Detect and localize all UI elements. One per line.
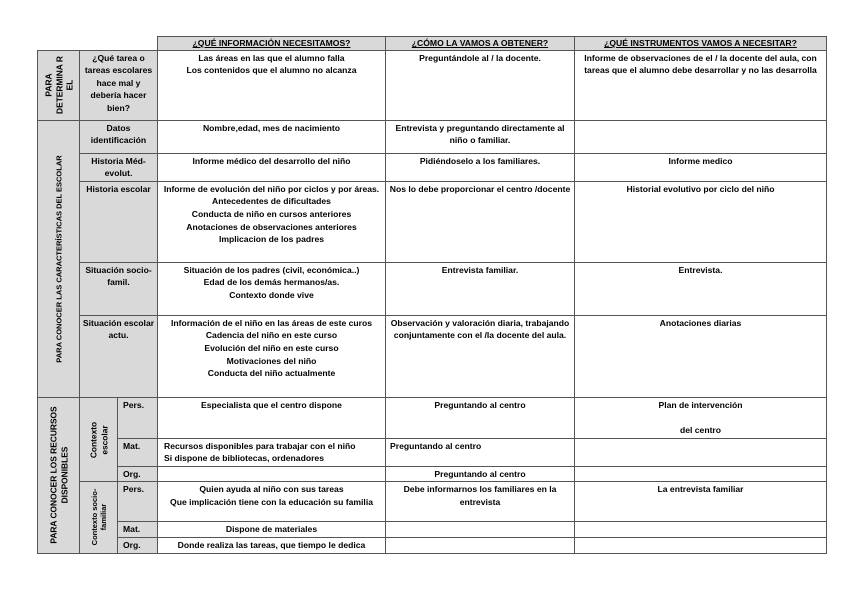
cell-how (386, 50, 575, 120)
group-contexto-socio-label: Contexto socio-familiar (89, 489, 108, 546)
cell-line: Observación y valoración diaria, trabajando conjuntamente con el /la docente del aula. (390, 317, 570, 341)
row-label-historia-esc: Historia escolar (80, 181, 158, 262)
cell-info (158, 120, 386, 153)
cell-line: Nombre,edad, mes de nacimiento (202, 122, 341, 133)
header-tools: ¿QUÉ INSTRUMENTOS VAMOS A NECESITAR? (575, 37, 827, 51)
cell-info (158, 466, 386, 482)
sub-label: Pers. (118, 482, 158, 522)
cell-line: Contexto donde vive (229, 289, 314, 300)
cell-info (158, 397, 386, 438)
row-soc-org (38, 537, 827, 553)
row-historia-esc (38, 181, 827, 262)
row-esc-pers (38, 397, 827, 438)
cell-line: Anotaciones de observaciones anteriores (186, 221, 357, 232)
cell-line: Las áreas en las que el alumno falla (198, 52, 345, 63)
cell-line: Pidiéndoselo a los familiares. (419, 155, 541, 166)
sub-label: Mat. (118, 522, 158, 538)
group-contexto-escolar-label: Contexto escolar (88, 421, 109, 458)
cell-info (158, 315, 386, 397)
row-historia-med (38, 153, 827, 181)
cell-how (386, 153, 575, 181)
row-label-tarea: ¿Qué tarea o tareas escolares hace mal y debería hacer bien? (80, 50, 158, 120)
section-recursos-label: PARA CONOCER LOS RECURSOS DISPONIBLES (48, 406, 69, 544)
cell-line: del centro (679, 424, 722, 435)
cell-tools (575, 120, 827, 153)
cell-line: Entrevista familiar. (441, 264, 519, 275)
cell-tools (575, 315, 827, 397)
cell-info (158, 482, 386, 522)
cell-line: Motivaciones del niño (226, 355, 317, 366)
section-caracteristicas-label: PARA CONOCER LAS CARACTERÍSTICAS DEL ESCOLAR (54, 155, 63, 363)
section-determinar-label: PARA DETERMINA R EL (42, 56, 74, 115)
header-row (38, 37, 827, 51)
cell-tools (575, 482, 827, 522)
cell-tools (575, 537, 827, 553)
group-contexto-socio (80, 482, 118, 553)
cell-line: Preguntándole al / la docente. (419, 52, 541, 63)
cell-line: Debe informarnos los familiares en la entrevista (403, 484, 557, 507)
cell-how (386, 482, 575, 522)
cell-how (386, 537, 575, 553)
cell-tools (575, 153, 827, 181)
cell-tools (575, 522, 827, 538)
cell-how (386, 438, 575, 466)
sub-label: Mat. (118, 438, 158, 466)
cell-line: Recursos disponibles para trabajar con el niño (164, 440, 356, 451)
section-determinar (38, 50, 80, 120)
cell-info (158, 153, 386, 181)
cell-line: Preguntando al centro (434, 399, 526, 410)
row-label-historia-med: Historia Méd-evolut. (80, 153, 158, 181)
header-info: ¿QUÉ INFORMACIÓN NECESITAMOS? (158, 37, 386, 51)
cell-line: Preguntando al centro (434, 468, 526, 479)
cell-info (158, 537, 386, 553)
row-esc-mat (38, 438, 827, 466)
section-recursos (38, 397, 80, 553)
cell-tools (575, 438, 827, 466)
cell-line: Evolución del niño en este curso (204, 342, 339, 353)
cell-tools (575, 50, 827, 120)
cell-line: Entrevista y preguntando directamente al niño o familiar. (395, 122, 565, 146)
cell-how (386, 397, 575, 438)
row-soc-pers (38, 482, 827, 522)
cell-line: Edad de los demás hermanos/as. (203, 277, 340, 288)
cell-info (158, 181, 386, 262)
cell-tools (575, 181, 827, 262)
cell-how (386, 466, 575, 482)
row-soc-mat (38, 522, 827, 538)
row-tarea (38, 50, 827, 120)
cell-line: Conducta de niño en cursos anteriores (191, 208, 352, 219)
cell-line: Cadencia del niño en este curso (205, 330, 338, 341)
cell-tools (575, 262, 827, 315)
cell-how (386, 262, 575, 315)
cell-line: Especialista que el centro dispone (201, 399, 342, 410)
cell-line: Informe de observaciones de el / la docente del aula, con tareas que el alumno debe desarrollar y no las desarrolla (584, 52, 817, 76)
cell-line: La entrevista familiar (657, 484, 744, 495)
cell-line: Informe de evolución del niño por ciclos y por áreas. (163, 183, 380, 194)
cell-line: Preguntando al centro (390, 440, 482, 451)
cell-line: Quien ayuda al niño con sus tareas (199, 484, 344, 495)
assessment-table (37, 36, 827, 554)
cell-line: Dispone de materiales (225, 524, 318, 535)
cell-how (386, 120, 575, 153)
sub-label: Pers. (118, 397, 158, 438)
cell-line: Situación de los padres (civil, económica..) (183, 264, 360, 275)
row-label-datos: Datos identificación (80, 120, 158, 153)
cell-line: Informe medico (668, 155, 733, 166)
cell-line: Información de el niño en las áreas de este curos (170, 317, 373, 328)
cell-line: Historial evolutivo por ciclo del niño (626, 183, 775, 194)
row-situacion-socio (38, 262, 827, 315)
cell-info (158, 262, 386, 315)
cell-info (158, 50, 386, 120)
cell-line: Donde realiza las tareas, que tiempo le dedica (177, 539, 366, 550)
row-label-situacion-socio: Situación socio-famil. (80, 262, 158, 315)
cell-line: Antecedentes de dificultades (212, 196, 331, 207)
cell-line: Si dispone de bibliotecas, ordenadores (164, 453, 324, 464)
section-caracteristicas (38, 120, 80, 397)
group-contexto-escolar (80, 397, 118, 482)
cell-info (158, 522, 386, 538)
cell-how (386, 315, 575, 397)
sub-label: Org. (118, 466, 158, 482)
cell-tools (575, 466, 827, 482)
cell-info (158, 438, 386, 466)
cell-line: Plan de intervención (658, 399, 743, 410)
cell-line: Implicacion de los padres (218, 234, 325, 245)
sub-label: Org. (118, 537, 158, 553)
cell-line: Conducta del niño actualmente (207, 368, 336, 379)
cell-line: Informe médico del desarrollo del niño (192, 155, 351, 166)
row-label-situacion-esc: Situación escolar actu. (80, 315, 158, 397)
cell-how (386, 522, 575, 538)
header-how: ¿CÓMO LA VAMOS A OBTENER? (386, 37, 575, 51)
cell-tools (575, 397, 827, 438)
cell-line (577, 411, 824, 424)
row-esc-org (38, 466, 827, 482)
cell-line: Entrevista. (678, 264, 723, 275)
cell-line: Los contenidos que el alumno no alcanza (186, 65, 357, 76)
cell-line: Anotaciones diarias (659, 317, 742, 328)
cell-line: Que implicación tiene con la educación su familia (170, 496, 373, 507)
row-situacion-esc (38, 315, 827, 397)
header-blank (38, 37, 158, 51)
row-datos (38, 120, 827, 153)
cell-how (386, 181, 575, 262)
cell-line: Nos lo debe proporcionar el centro /docente (389, 183, 571, 194)
